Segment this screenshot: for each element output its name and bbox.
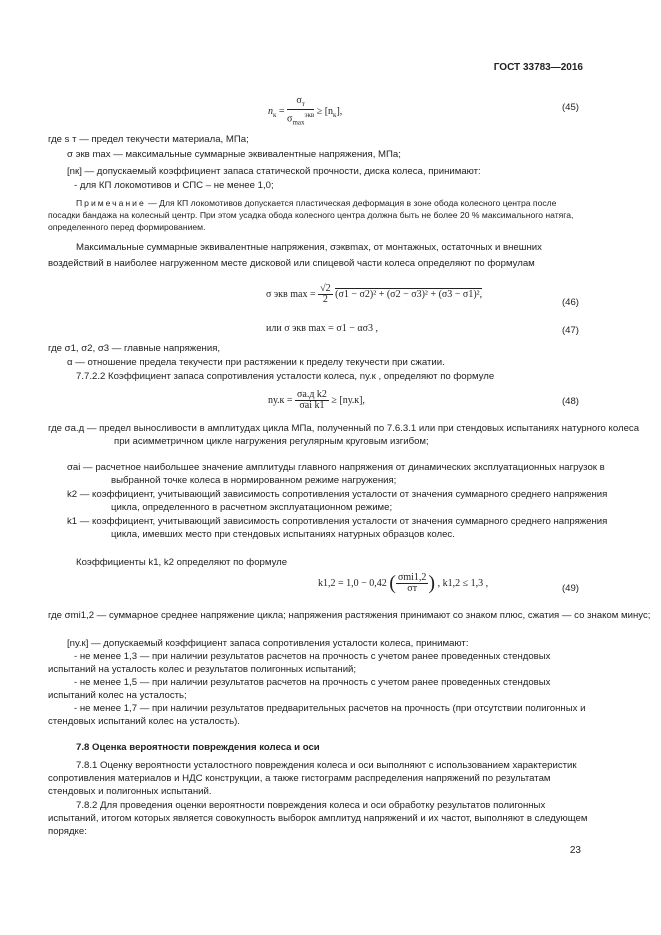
eq45-num-sub: т: [301, 100, 305, 108]
def-nk-item: - для КП локомотивов и СПС – не менее 1,0;: [74, 180, 274, 191]
def-sigma-ai: σai — расчетное наибольшее значение амплитуды главного напряжения от динамических эксплуатационных нагрузок в выбранной точке колеса в нормированном режиме нагружения;: [67, 462, 605, 486]
para-max-stress: Максимальные суммарные эквивалентные напряжения, σэквmax, от монтажных, остаточных и внешних воздействий в наиболее нагруженном месте дисковой или спицевой части колеса определяют по формулам: [48, 242, 542, 269]
nyk-item-3: - не менее 1,7 — при наличии результатов предварительных расчетов на прочность (при отсутствии полигонных и стендовых испытаний колес на усталость).: [48, 703, 586, 727]
def-k1: k1 — коэффициент, учитывающий зависимость сопротивления усталости от значения суммарного среднего напряжения цикла, имевших место при стендовых испытаниях натурных образцов колес.: [67, 516, 608, 540]
eq45-lhs-sub: к: [273, 110, 277, 119]
def-principal-stresses: где σ1, σ2, σ3 — главные напряжения,: [48, 343, 221, 354]
eq46-number: (46): [561, 297, 579, 308]
eq48-fraction: [295, 390, 329, 411]
page-number: 23: [569, 845, 581, 856]
eq49-den: σт: [407, 583, 418, 594]
eq45-fraction: [287, 96, 314, 127]
equation-45: $n_к$ = $\frac{\sigma_т}{\sigma_{max}^{экв}}$ ≥ $[n_к]$,: [268, 95, 343, 127]
eq45-lhs: n: [268, 105, 273, 117]
equation-49: k1,2 = 1,0 − 0,42 ( $\frac{\text{σmi1,2}}{\sigma т}$ ) , k1,2 ≤ 1,3 ,: [318, 572, 489, 594]
eq45-den: σ: [287, 113, 293, 125]
eq46-coef-den: 2: [322, 294, 328, 305]
eq46-coef-num: √2: [320, 283, 331, 294]
section-7-8-2: 7.8.2 Для проведения оценки вероятности повреждения колеса и оси обработку результатов полигонных испытаний, итогом которых является совокупность выборок амплитуд напряжений и их частот, выполняют в следующем порядке:: [48, 800, 588, 837]
note-label: Примечание: [76, 198, 146, 208]
eq45-rel-end: ],: [336, 105, 343, 117]
eq48-den: σai k1: [299, 400, 325, 411]
eq48-lhs: nу.к =: [268, 394, 293, 406]
eq48-num: σа.д k2: [297, 389, 327, 400]
nyk-item-1: - не менее 1,3 — при наличии результатов расчетов на прочность с учетом ранее проведенных стендовых испытаний на усталость колес и результатов полигонных испытаний;: [48, 651, 551, 675]
eq48-rel: ≥ [nу.к],: [331, 394, 365, 406]
def-sigma-max: σ экв max — максимальные суммарные эквивалентные напряжения, МПа;: [67, 149, 401, 160]
def-k2: k2 — коэффициент, учитывающий зависимость сопротивления усталости от значения суммарного среднего напряжения цикла, определенного в расчетном эксплуатационном режиме;: [67, 489, 608, 513]
eq46-root: (σ1 − σ2)² + (σ2 − σ3)² + (σ3 − σ1)²,: [335, 288, 483, 300]
nyk-item-2: - не менее 1,5 — при наличии результатов расчетов на прочность с учетом ранее проведенных стендовых испытаний колес на усталость;: [48, 677, 551, 701]
section-7-8-heading: 7.8 Оценка вероятности повреждения колеса и оси: [76, 742, 320, 753]
eq45-den-sup: экв: [304, 111, 315, 119]
def-alpha: α — отношение предела текучести при растяжении к пределу текучести при сжатии.: [67, 357, 445, 368]
def-nk: [nк] — допускаемый коэффициент запаса статической прочности, диска колеса, принимают:: [67, 166, 481, 177]
equation-46: [266, 284, 482, 305]
eq45-num: σ: [296, 95, 302, 106]
eq49-number: (49): [561, 583, 579, 594]
eq49-num: σmi1,2: [397, 572, 427, 583]
equation-47: или σ экв max = σ1 − ασ3 ,: [266, 323, 378, 334]
standard-header: ГОСТ 33783—2016: [493, 62, 583, 73]
eq46-coef: [318, 284, 333, 305]
eq49-rhs: , k1,2 ≤ 1,3 ,: [437, 577, 489, 589]
eq49-fraction: [396, 573, 428, 594]
eq45-rel: ≥ [n: [316, 105, 334, 117]
equation-48: [268, 390, 365, 411]
note: [48, 197, 588, 233]
eq45-rel-sub: к: [333, 110, 337, 119]
def-sigma-mi: где σmi1,2 — суммарное среднее напряжение цикла; напряжения растяжения принимают со знаком плюс, сжатия — со знаком минус;: [48, 610, 651, 621]
eq47-number: (47): [561, 325, 579, 336]
coef-intro: Коэффициенты k1, k2 определяют по формуле: [76, 557, 288, 568]
eq46-lhs: σ экв max =: [266, 288, 316, 300]
def-nyk: [nу.к] — допускаемый коэффициент запаса сопротивления усталости колеса, принимают:: [67, 638, 469, 649]
eq48-number: (48): [561, 396, 579, 407]
def-yield: где s т — предел текучести материала, МПа;: [48, 134, 249, 145]
eq45-den-sub: max: [292, 118, 305, 127]
section-7-8-1: 7.8.1 Оценку вероятности усталостного повреждения колеса и оси выполняют с использованием характеристик сопротивления материалов и НДС конструкции, а также гистограмм распределения напряжений по результатам стендовых и полигонных испытаний.: [48, 760, 577, 797]
note-text: — Для КП локомотивов допускается пластическая деформация в зоне обода колесного центра после посадки бандажа на колесный центр. При этом усадка обода колесного центра должна быть не более 20 % максимального натяга, определенного перед формированием.: [48, 198, 574, 232]
section-7-7-2-2: 7.7.2.2 Коэффициент запаса сопротивления усталости колеса, nу.к , определяют по формуле: [76, 371, 495, 382]
eq45-number: (45): [561, 102, 579, 113]
def-sigma-ad: где σа.д — предел выносливости в амплитудах цикла МПа, полученный по 7.6.3.1 или при стендовых испытаниях натурного колеса при асимметричном цикле нагружения регулярным круговым изгибом;: [48, 423, 640, 447]
eq49-lhs: k1,2 = 1,0 − 0,42: [318, 577, 387, 589]
